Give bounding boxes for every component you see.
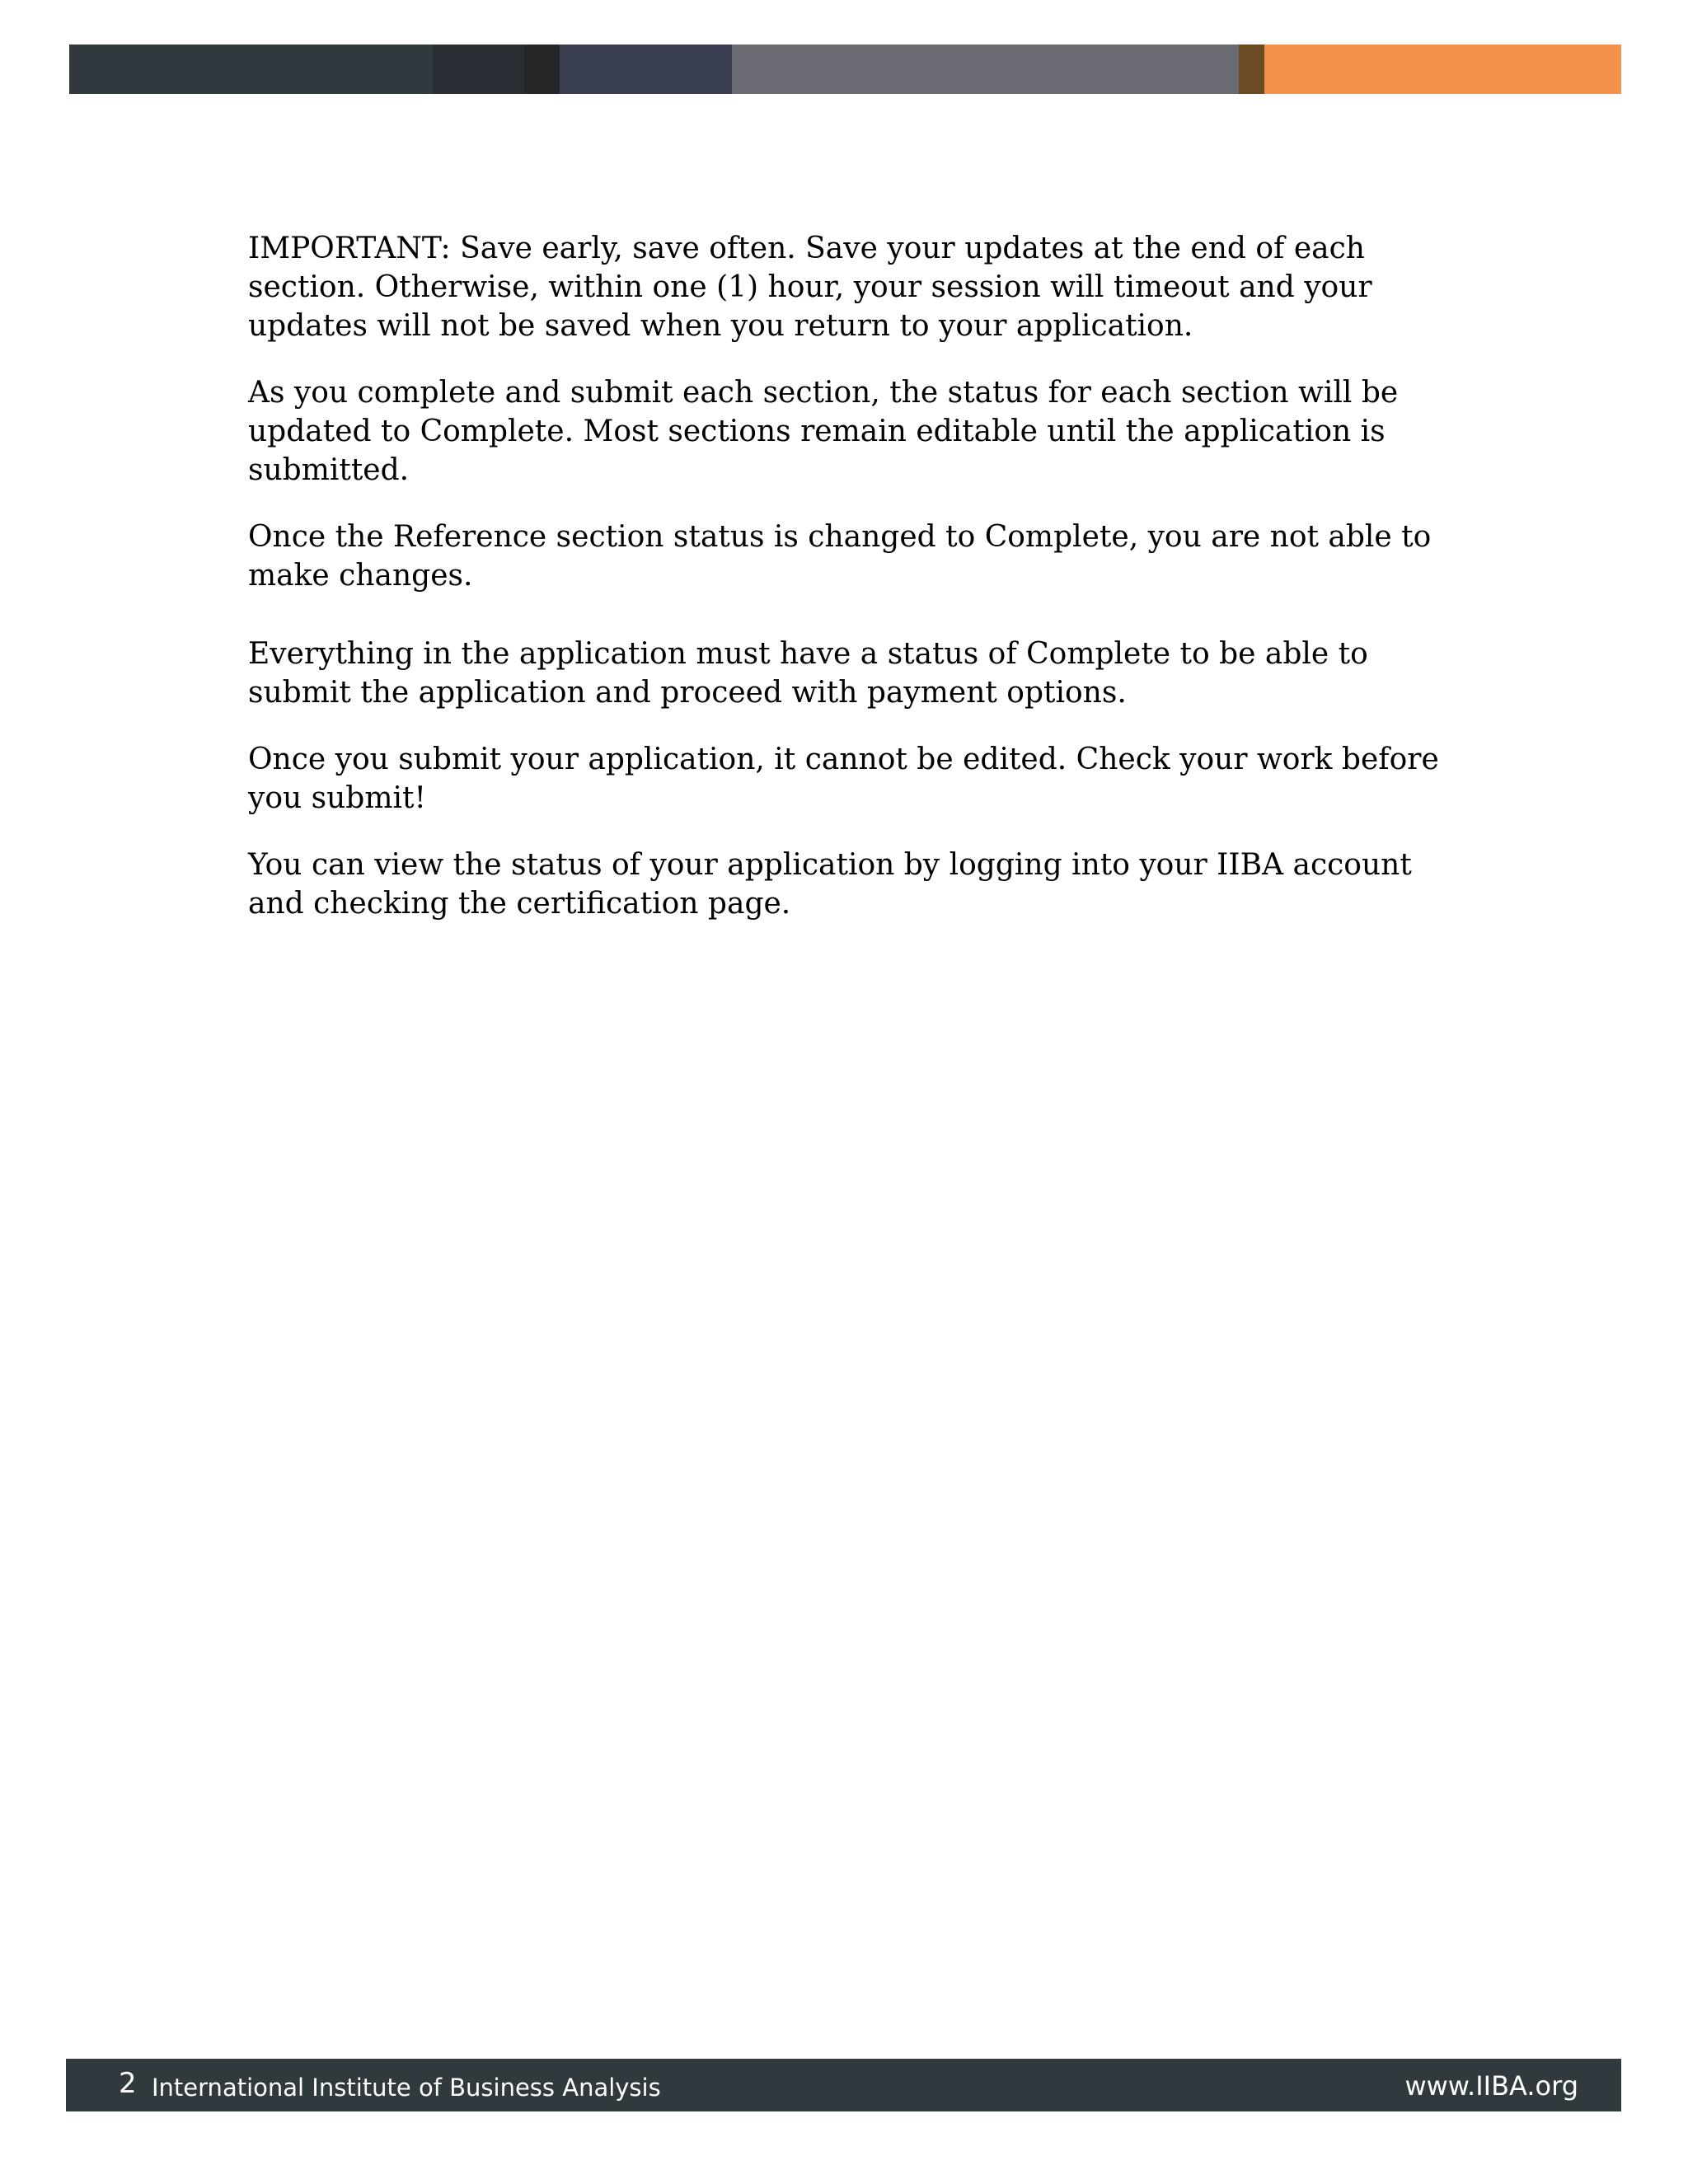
header-color-band xyxy=(69,45,1621,94)
header-band-segment xyxy=(732,45,1239,94)
page-number: 2 xyxy=(119,2067,137,2100)
website-link[interactable]: www.IIBA.org xyxy=(1404,2070,1578,2102)
header-band-segment xyxy=(433,45,524,94)
paragraph-no-edit-warning: Once you submit your application, it cannot be edited. Check your work before you submit! xyxy=(248,743,1439,815)
header-band-segment xyxy=(69,45,433,94)
header-band-segment xyxy=(524,45,560,94)
footer-bar xyxy=(66,2059,1621,2111)
header-band-segment xyxy=(560,45,732,94)
document-body xyxy=(248,229,1451,923)
header-band-accent-segment xyxy=(1264,45,1621,94)
paragraph-section-status: As you complete and submit each section, the status for each section will be updated to Complete. Most sections remain editable until the application is submitted. xyxy=(248,376,1399,487)
paragraph-submit-requirements: Everything in the application must have a status of Complete to be able to submit the application and proceed with payment options. xyxy=(248,637,1368,710)
header-band-segment xyxy=(1239,45,1264,94)
paragraph-save-warning: IMPORTANT: Save early, save often. Save your updates at the end of each section. Otherwise, within one (1) hour, your session will timeout and your updates will not be saved when you return to your application. xyxy=(248,232,1372,343)
paragraph-view-status: You can view the status of your application by logging into your IIBA account and checking the certification page. xyxy=(248,848,1412,921)
paragraph-reference-section: Once the Reference section status is changed to Complete, you are not able to make changes. xyxy=(248,520,1432,593)
organization-name: International Institute of Business Analysis xyxy=(152,2074,661,2102)
